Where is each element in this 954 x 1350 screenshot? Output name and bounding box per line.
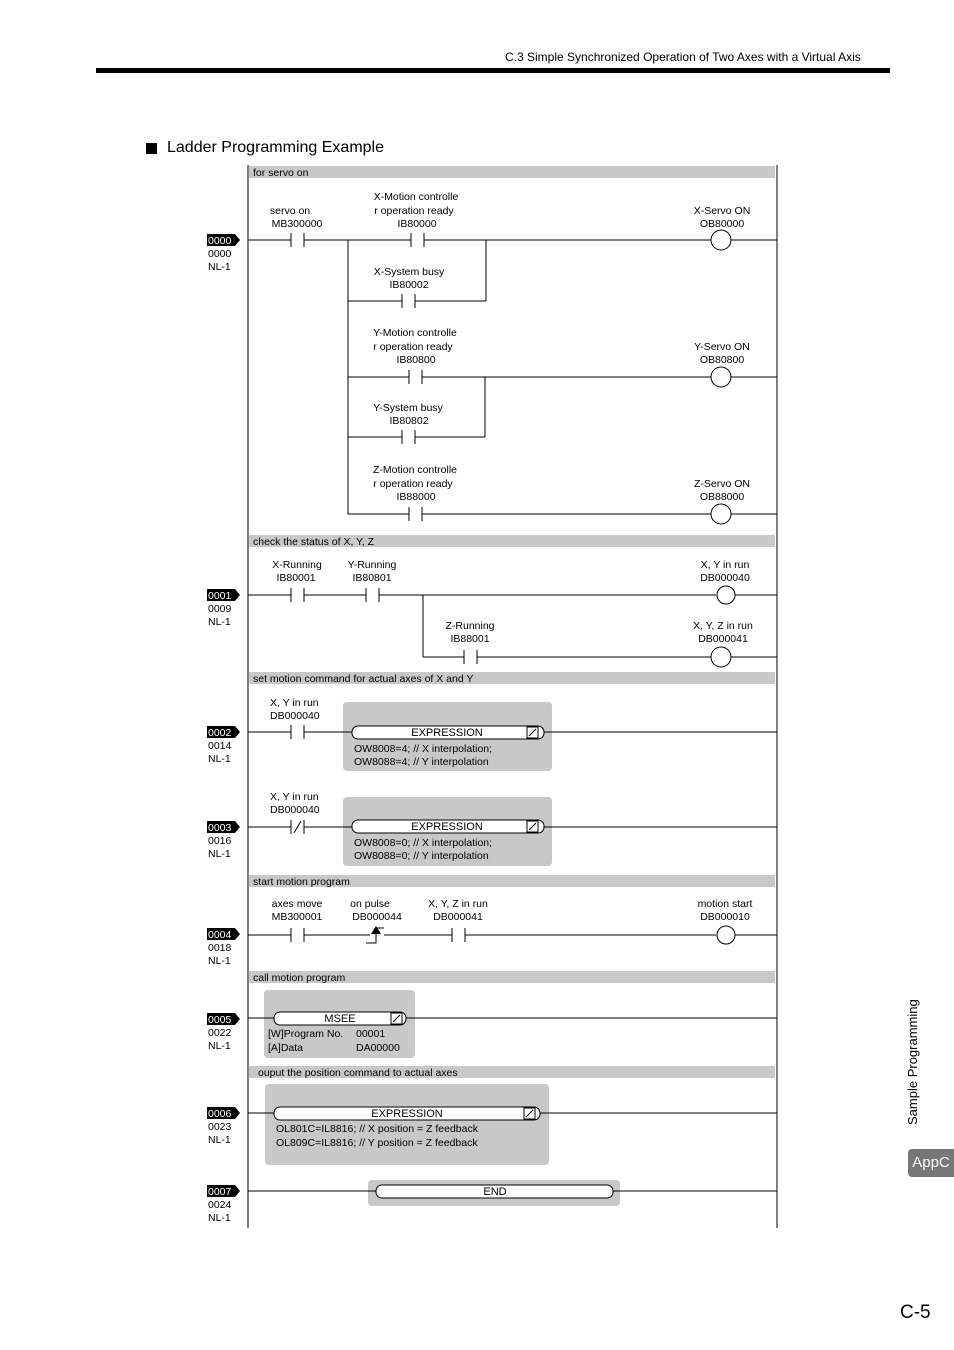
msee-title: MSEE [324, 1013, 356, 1025]
z-ready-label-2: r operation ready [373, 478, 453, 490]
comment-set-motion: set motion command for actual axes of X and Y [253, 673, 474, 685]
rung-nest-level: NL-1 [208, 1040, 231, 1052]
y-coil-address: OB80800 [699, 354, 745, 366]
motion-start-label: motion start [697, 898, 753, 910]
x-ready-address: IB80000 [397, 218, 437, 230]
motion-start-address: DB000010 [700, 911, 750, 923]
servo-on-address: MB300000 [271, 218, 323, 230]
msee-row2-label: [A]Data [268, 1042, 304, 1054]
on-pulse-address: DB000044 [352, 911, 402, 923]
rung-step: 0018 [208, 942, 232, 954]
rung-step: 0009 [208, 603, 232, 615]
y-running-label: Y-Running [347, 559, 397, 571]
y-ready-label-2: r operation ready [373, 341, 453, 353]
z-running-address: IB88001 [450, 633, 490, 645]
r6-expression-line-1: OL801C=IL8816; // X position = Z feedback [276, 1123, 478, 1135]
z-coil-address: OB88000 [699, 491, 745, 503]
xyz-run-contact-address: DB000041 [433, 911, 483, 923]
rung-step: 0023 [208, 1121, 232, 1133]
page-number: C-5 [900, 1302, 931, 1323]
rung-nest-level: NL-1 [208, 753, 231, 765]
z-coil-label: Z-Servo ON [693, 478, 751, 490]
z-ready-label-1: Z-Motion controlle [372, 464, 458, 476]
r3-contact-label: X, Y in run [270, 791, 319, 803]
r2-expression-line-1: OW8008=4; // X interpolation; [354, 743, 493, 755]
xyz-run-coil-label: X, Y, Z in run [693, 620, 753, 632]
x-coil-label: X-Servo ON [693, 205, 751, 217]
comment-output-position: ouput the position command to actual axes [258, 1067, 458, 1079]
z-running-label: Z-Running [445, 620, 495, 632]
rung-nest-level: NL-1 [208, 955, 231, 967]
rung-nest-level: NL-1 [208, 848, 231, 860]
r2-contact-label: X, Y in run [270, 697, 319, 709]
rung-tag: 0003 [208, 822, 232, 834]
on-pulse-label: on pulse [350, 898, 390, 910]
xyz-run-coil-address: DB000041 [698, 633, 748, 645]
rung-nest-level: NL-1 [208, 1134, 231, 1146]
x-running-label: X-Running [272, 559, 322, 571]
x-ready-label-1: X-Motion controlle [373, 191, 459, 203]
msee-row1-value: 00001 [356, 1028, 386, 1040]
rung-step: 0024 [208, 1199, 232, 1211]
r3-expression-line-1: OW8008=0; // X interpolation; [354, 837, 493, 849]
rung-step: 0016 [208, 835, 232, 847]
msee-row1-label: [W]Program No. [268, 1028, 344, 1040]
rung-tag: 0001 [208, 590, 232, 602]
y-busy-label: Y-System busy [373, 402, 443, 414]
comment-call-motion: call motion program [253, 972, 346, 984]
x-running-address: IB80001 [276, 572, 316, 584]
x-coil-address: OB80000 [699, 218, 745, 230]
r2-expression-line-2: OW8088=4; // Y interpolation [354, 756, 489, 768]
r6-expression-line-2: OL809C=IL8816; // Y position = Z feedback [276, 1137, 478, 1149]
xyz-run-contact-label: X, Y, Z in run [428, 898, 488, 910]
side-label: Sample Programming [905, 999, 920, 1125]
x-busy-label: X-System busy [373, 266, 445, 278]
xy-run-coil-address: DB000040 [700, 572, 750, 584]
rung-nest-level: NL-1 [208, 1212, 231, 1224]
servo-on-label: servo on [269, 205, 311, 217]
rung-step: 0014 [208, 740, 232, 752]
y-ready-address: IB80800 [396, 354, 436, 366]
appendix-tab[interactable]: AppC [908, 1149, 954, 1177]
r3-expression-title: EXPRESSION [411, 821, 483, 833]
r2-expression-title: EXPRESSION [411, 727, 483, 739]
comment-check-status: check the status of X, Y, Z [253, 536, 375, 548]
r3-contact-address: DB000040 [270, 804, 320, 816]
r3-expression-line-2: OW8088=0; // Y interpolation [354, 850, 489, 862]
rung-tag: 0002 [208, 727, 232, 739]
comment-start-motion: start motion program [253, 876, 350, 888]
title-text: Ladder Programming Example [167, 139, 384, 156]
x-busy-address: IB80002 [389, 279, 429, 291]
msee-row2-value: DA00000 [356, 1042, 400, 1054]
axes-move-address: MB300001 [271, 911, 323, 923]
rung-step: 0000 [208, 248, 232, 260]
rung-tag: 0007 [208, 1186, 232, 1198]
r6-expression-title: EXPRESSION [371, 1108, 443, 1120]
y-running-address: IB80801 [352, 572, 392, 584]
rung-tag: 0000 [208, 235, 232, 247]
rung-nest-level: NL-1 [208, 616, 231, 628]
y-coil-label: Y-Servo ON [694, 341, 750, 353]
end-instruction: END [483, 1186, 507, 1198]
rung-nest-level: NL-1 [208, 261, 231, 273]
y-ready-label-1: Y-Motion controlle [373, 327, 457, 339]
rung-step: 0022 [208, 1027, 232, 1039]
x-ready-label-2: r operation ready [374, 205, 454, 217]
rung-tag: 0005 [208, 1014, 232, 1026]
xy-run-coil-label: X, Y in run [700, 559, 750, 571]
pulse-arrow-icon [371, 926, 381, 934]
y-busy-address: IB80802 [389, 415, 429, 427]
rung-tag: 0004 [208, 929, 232, 941]
section-header: C.3 Simple Synchronized Operation of Two Axes with a Virtual Axis [505, 50, 861, 64]
r2-contact-address: DB000040 [270, 710, 320, 722]
rung-tag: 0006 [208, 1108, 232, 1120]
axes-move-label: axes move [271, 898, 323, 910]
comment-servo-on: for servo on [253, 167, 309, 179]
z-ready-address: IB88000 [396, 491, 436, 503]
